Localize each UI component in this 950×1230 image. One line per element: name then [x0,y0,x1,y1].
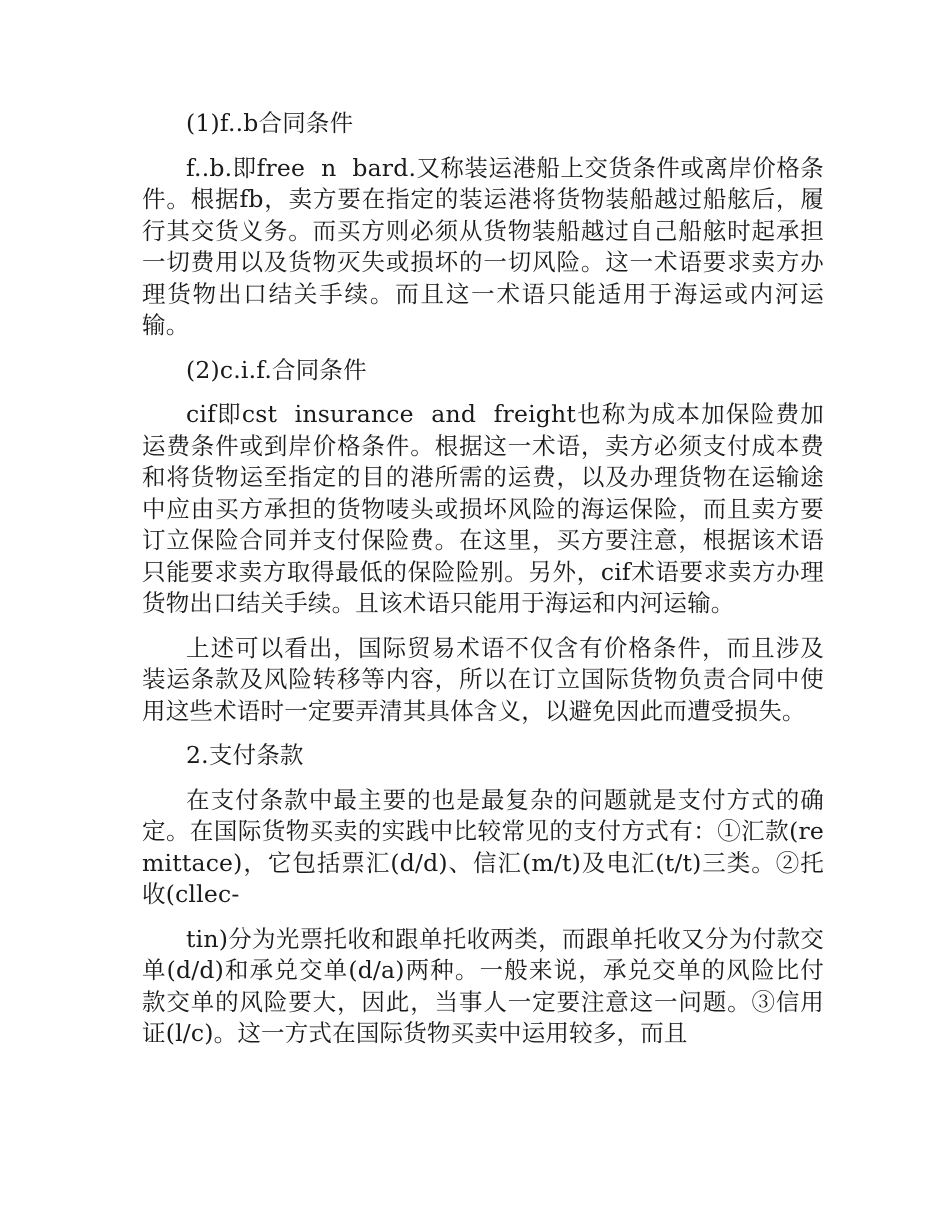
heading-cif-contract: (2)c.i.f.合同条件 [186,355,367,384]
paragraph-collection-and-credit: tin)分为光票托收和跟单托收两类，而跟单托收又分为付款交单(d/d)和承兑交单(d/a)两种。一般来说，承兑交单的风险比付款交单的风险要大，因此，当事人一定要注意这一问题。③信用证(l/c)。这一方式在国际货物买卖中运用较多，而且 [142,924,824,1047]
heading-fob-contract: (1)f..b合同条件 [186,109,354,137]
paragraph-trade-terms-summary: 上述可以看出，国际贸易术语不仅含有价格条件，而且涉及装运条款及风险转移等内容，所以在订立国际货物负责合同中使用这些术语时一定要弄清其具体含义，以避免因此而遭受损失。 [142,633,824,725]
paragraph-fob-definition: f..b.即free n bard.又称装运港船上交货条件或离岸价格条件。根据fb，卖方要在指定的装运港将货物装船越过船舷后，履行其交货义务。而买方则必须从货物装船越过自己船舷时起承担一切费用以及货物灭失或损坏的一切风险。这一术语要求卖方办理货物出口结关手续。而且这一术语只能适用于海运或内河运输。 [142,153,824,339]
paragraph-cif-definition: cif即cst insurance and freight也称为成本加保险费加运费条件或到岸价格条件。根据这一术语，卖方必须支付成本费和将货物运至指定的目的港所需的运费，以及办理货物在运输途中应由买方承担的货物唛头或损坏风险的海运保险，而且卖方要订立保险合同并支付保险费。在这里，买方要注意，根据该术语只能要求卖方取得最低的保险险别。另外，cif术语要求卖方办理货物出口结关手续。且该术语只能用于海运和内河运输。 [142,400,824,617]
paragraph-payment-methods: 在支付条款中最主要的也是最复杂的问题就是支付方式的确定。在国际货物买卖的实践中比较常见的支付方式有：①汇款(remittace)，它包括票汇(d/d)、信汇(m/t)及电汇(t/t)三类。②托收(cllec- [142,785,824,908]
document-body [142,108,824,1063]
heading-payment-terms: 2.支付条款 [186,741,304,769]
